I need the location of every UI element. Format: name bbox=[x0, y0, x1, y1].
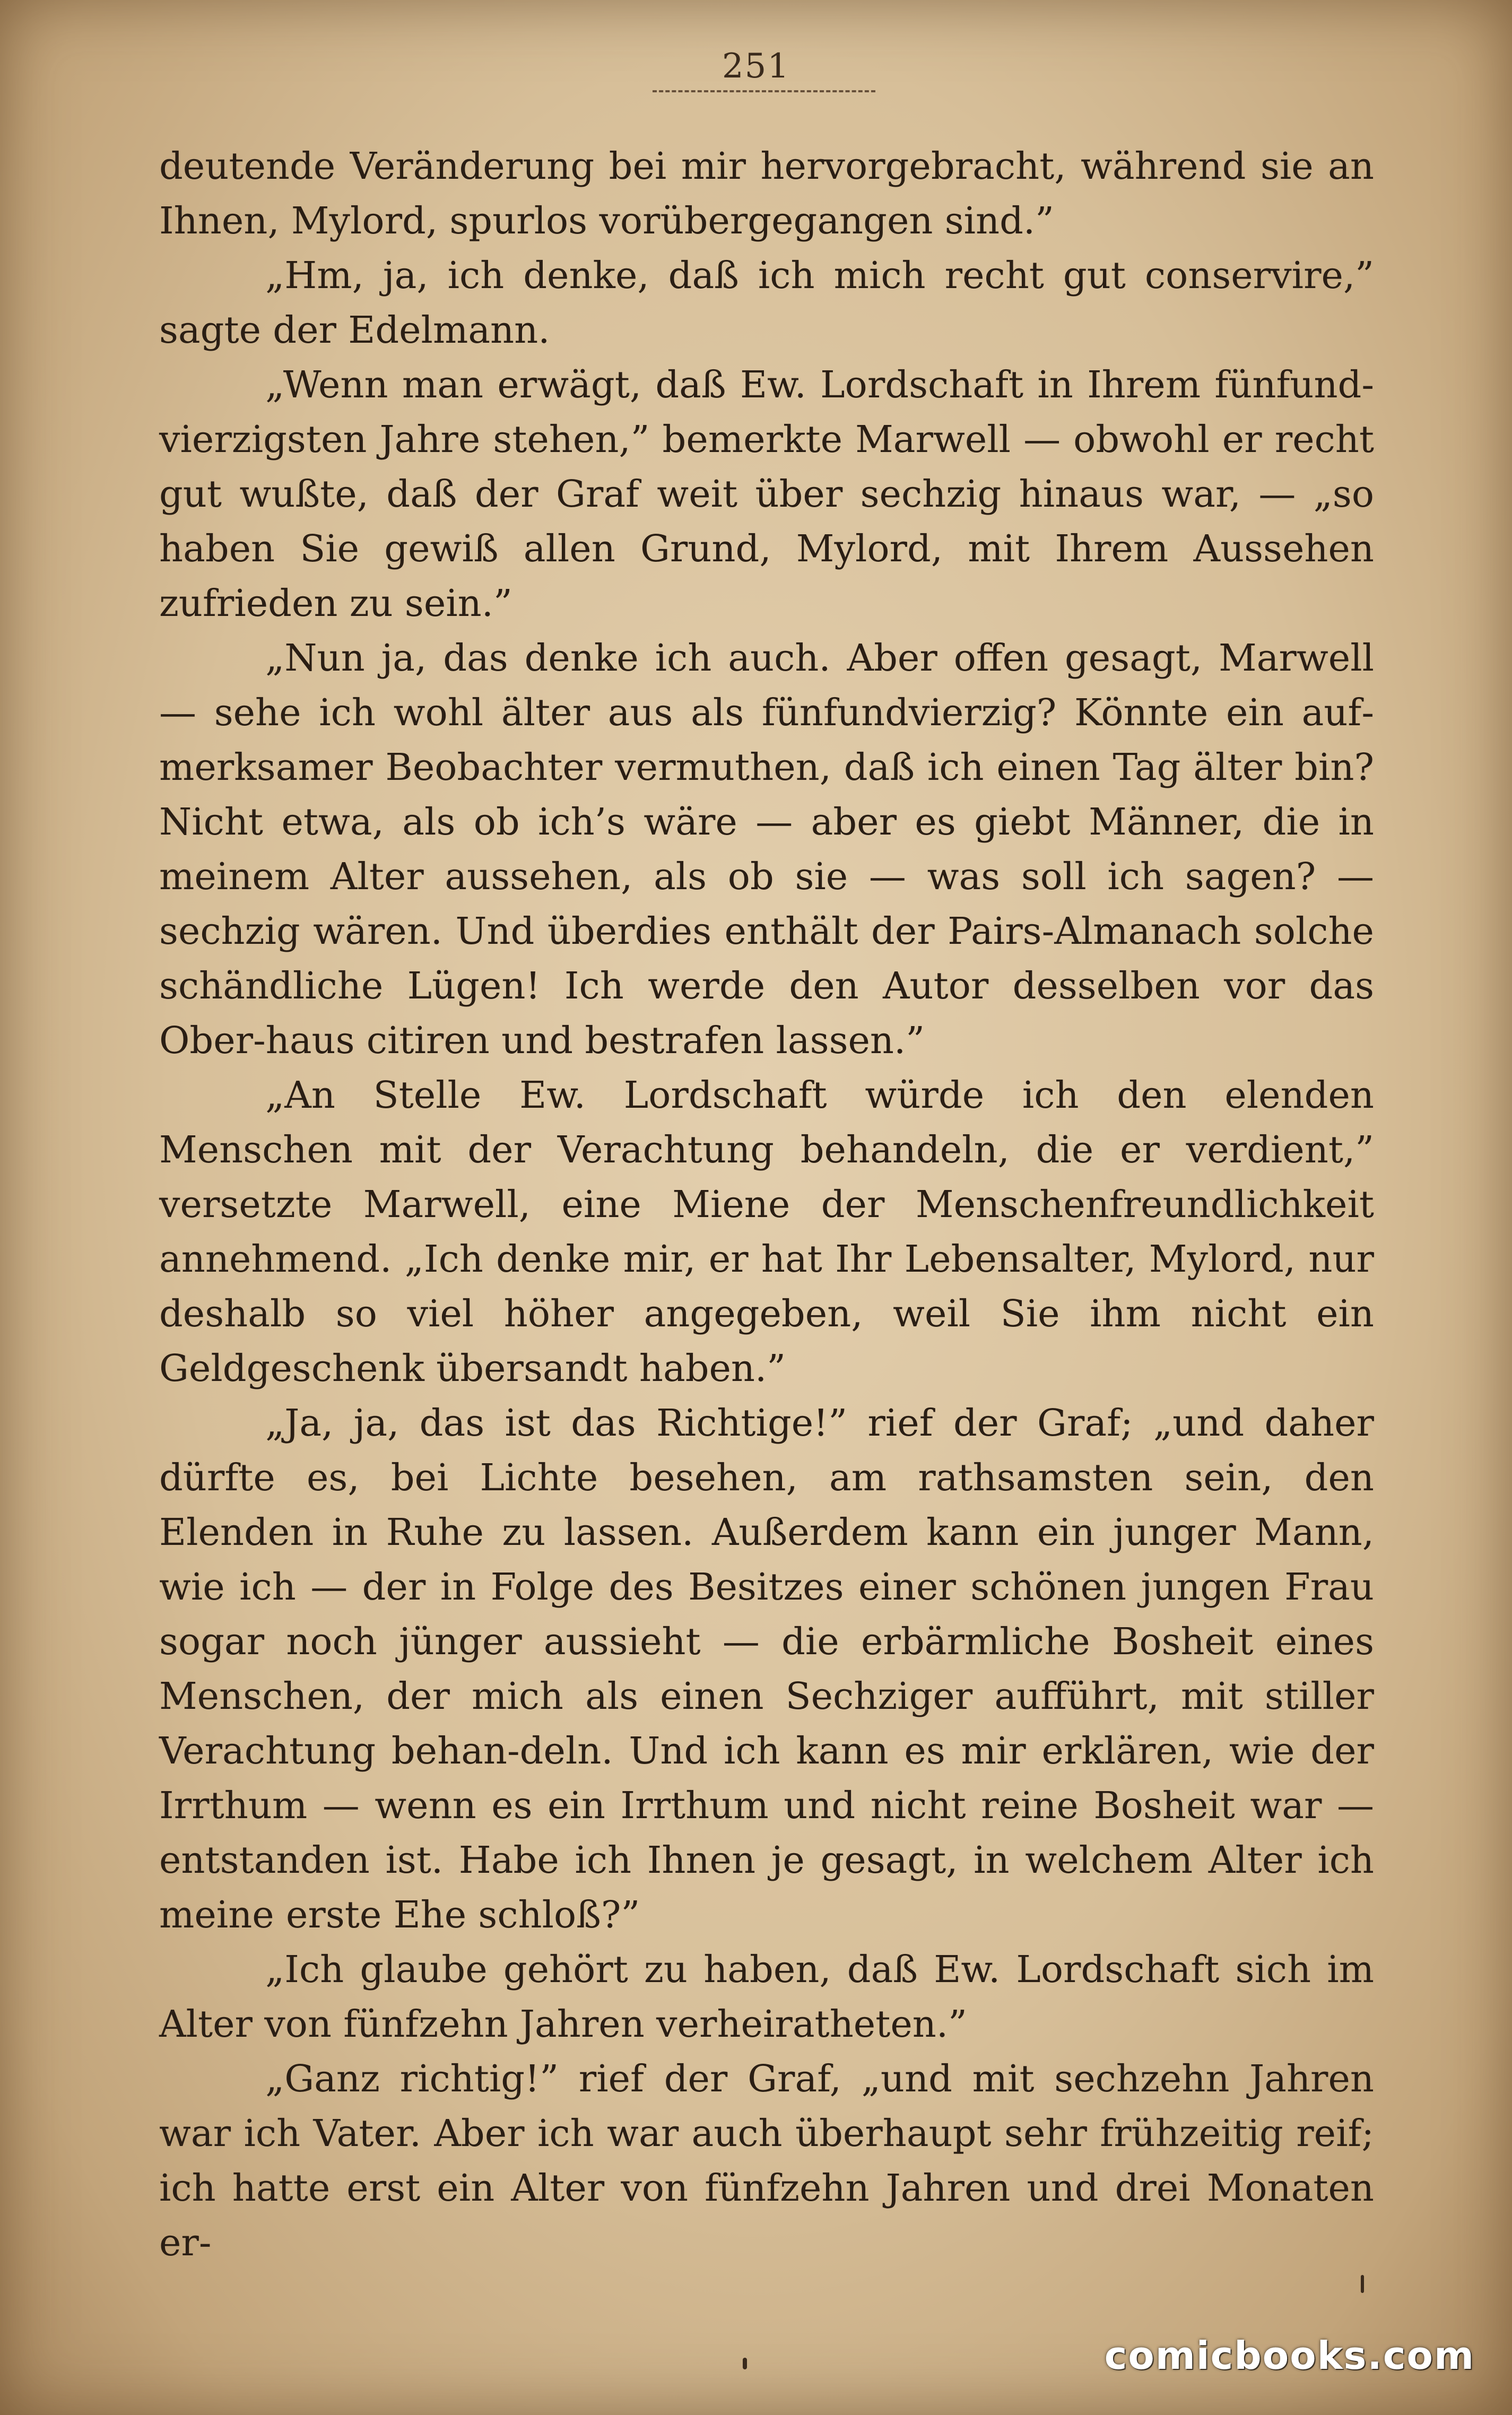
paragraph: „An Stelle Ew. Lordschaft würde ich den elenden Menschen mit der Verachtung behandeln, die er verdient,” versetzte Marwell, eine Miene der Menschenfreundlichkeit annehmend. „Ich denke mir, er hat Ihr Lebensalter, Mylord, nur deshalb so viel höher angegeben, weil Sie ihm nicht ein Geldgeschenk übersandt haben.” bbox=[159, 1073, 1374, 1390]
page-number: 251 bbox=[722, 47, 790, 86]
paragraph: deutende Veränderung bei mir hervorgebracht, während sie an Ihnen, Mylord, spurlos vorübergegangen sind.” bbox=[159, 144, 1374, 242]
body-text bbox=[159, 139, 1374, 2270]
paragraph: „Ganz richtig!” rief der Graf, „und mit sechzehn Jahren war ich Vater. Aber ich war auch überhaupt sehr frühzeitig reif; ich hatte erst ein Alter von fünfzehn Jahren und drei Monaten er‐ bbox=[159, 2057, 1374, 2264]
paragraph: „Ja, ja, das ist das Richtige!” rief der Graf; „und daher dürfte es, bei Lichte besehen, am rathsamsten sein, den Elenden in Ruhe zu lassen. Außerdem kann ein junger Mann, wie ich — der in Folge des Besitzes einer schönen jungen Frau sogar noch jünger aussieht — die erbärmliche Bosheit eines Menschen, der mich als einen Sechziger aufführt, mit stiller Verachtung behan‐deln. Und ich kann es mir erklären, wie der Irrthum — wenn es ein Irrthum und nicht reine Bosheit war — entstanden ist. Habe ich Ihnen je gesagt, in welchem Alter ich meine erste Ehe schloß?” bbox=[159, 1401, 1374, 1936]
ink-mark bbox=[1361, 2275, 1364, 2293]
paragraph: „Hm, ja, ich denke, daß ich mich recht gut conservire,” sagte der Edelmann. bbox=[159, 254, 1374, 352]
watermark-logo: comicbooks.com bbox=[1104, 2333, 1475, 2378]
ink-mark bbox=[743, 2358, 747, 2369]
paragraph: „Ich glaube gehört zu haben, daß Ew. Lordschaft sich im Alter von fünfzehn Jahren verheiratheten.” bbox=[159, 1948, 1374, 2046]
paragraph: „Nun ja, das denke ich auch. Aber offen gesagt, Marwell — sehe ich wohl älter aus als fünfundvierzig? Könnte ein auf‐merksamer Beobachter vermuthen, daß ich einen Tag älter bin? Nicht etwa, als ob ich’s wäre — aber es giebt Männer, die in meinem Alter aussehen, als ob sie — was soll ich sagen? — sechzig wären. Und überdies enthält der Pairs‐Almanach solche schändliche Lügen! Ich werde den Autor desselben vor das Ober‐haus citiren und bestrafen lassen.” bbox=[159, 636, 1374, 1062]
paragraph: „Wenn man erwägt, daß Ew. Lordschaft in Ihrem fünfund‐vierzigsten Jahre stehen,” bemerkte Marwell — obwohl er recht gut wußte, daß der Graf weit über sechzig hinaus war, — „so haben Sie gewiß allen Grund, Mylord, mit Ihrem Aussehen zufrieden zu sein.” bbox=[159, 363, 1374, 625]
page-number-rule bbox=[653, 90, 875, 98]
